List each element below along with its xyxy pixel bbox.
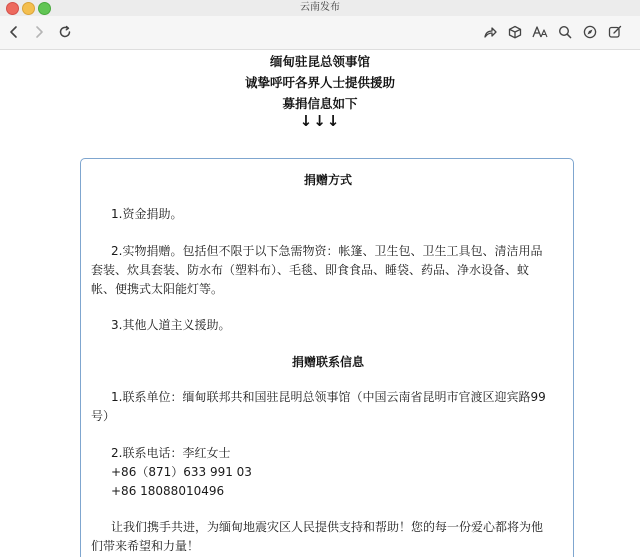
cube-icon [508,25,522,39]
share-button[interactable] [480,22,500,42]
compass-icon [583,25,597,39]
text-size-button[interactable] [530,22,550,42]
donation-info-card [80,158,574,557]
header-appeal: 诚挚呼吁各界人士提供援助 [244,75,395,90]
closing-line-2: 们带来希望和力量！ [91,539,200,553]
back-icon [7,25,21,39]
contact-info-title: 捐赠联系信息 [291,355,364,369]
contact-phone-2: +86 18088010496 [111,484,225,498]
forward-icon [32,25,46,39]
forward-button[interactable] [29,22,49,42]
refresh-button[interactable] [55,22,75,42]
search-icon [558,25,572,39]
donation-item-3: 3.其他人道主义援助。 [111,318,231,332]
share-icon [483,25,497,39]
header-donation-info: 募捐信息如下 [282,96,358,111]
cube-button[interactable] [505,22,525,42]
edit-button[interactable] [605,22,625,42]
text-size-icon [532,25,548,39]
donation-item-1: 1.资金捐助。 [111,207,183,221]
toolbar [0,16,640,50]
contact-unit-line-1: 1.联系单位：缅甸联邦共和国驻昆明总领事馆（中国云南省昆明市官渡区迎宾路99 [111,390,546,404]
donation-item-2-line-3: 帐、便携式太阳能灯等。 [91,282,224,296]
closing-line-1: 让我们携手共进，为缅甸地震灾区人民提供支持和帮助！您的每一份爱心都将为他 [111,520,544,534]
window-title: 云南发布 [300,2,340,13]
refresh-icon [58,25,72,39]
search-button[interactable] [555,22,575,42]
back-button[interactable] [4,22,24,42]
down-arrows: ↓↓↓ [299,112,341,130]
donation-item-2-line-2: 套装、炊具套装、防水布（塑料布）、毛毯、即食食品、睡袋、药品、净水设备、蚊 [91,263,530,277]
compass-button[interactable] [580,22,600,42]
donation-methods-title: 捐赠方式 [303,173,352,187]
contact-unit-line-2: 号） [91,409,116,423]
article-content [0,50,640,557]
donation-item-2-line-1: 2.实物捐赠。包括但不限于以下急需物资：帐篷、卫生包、卫生工具包、清洁用品 [111,244,543,258]
title-bar [0,0,640,16]
contact-phone-label: 2.联系电话：李红女士 [111,446,231,460]
contact-phone-1: +86（871）633 991 03 [111,465,252,479]
edit-icon [608,25,622,39]
header-consulate: 缅甸驻昆总领事馆 [269,54,370,69]
